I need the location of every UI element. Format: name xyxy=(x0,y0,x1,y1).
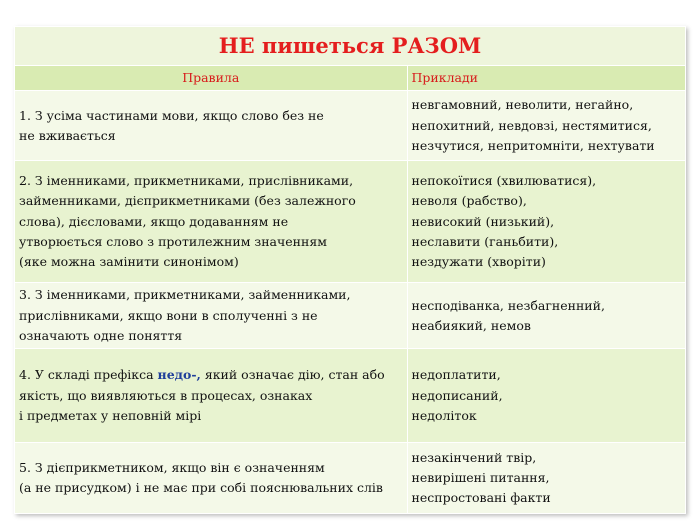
example-text: невгамовний, неволити, негайно, xyxy=(411,97,634,113)
rules-table xyxy=(14,26,686,514)
rule-text: утворюється слово з протилежним значенням xyxy=(19,233,327,249)
rule-text-end: який означає дію, стан або xyxy=(200,367,385,383)
slide xyxy=(14,26,686,514)
rule-text: 5. З дієприкметником, якщо він є означенням xyxy=(19,459,325,475)
rule-cell xyxy=(15,283,408,349)
rule-text: (а не присудком) і не має при собі пояснювальних слів xyxy=(19,480,383,496)
table-row xyxy=(15,443,686,514)
example-text: нездужати (хворіти) xyxy=(411,254,546,270)
example-text: недоліток xyxy=(411,407,477,423)
example-text: невирішені питання, xyxy=(411,470,550,485)
examples-cell xyxy=(407,91,685,161)
example-text: неспростовані факти xyxy=(411,490,551,506)
example-text: непокоїтися (хвилюватися), xyxy=(411,173,597,189)
examples-cell xyxy=(407,283,685,349)
rule-text: 1. З усіма частинами мови, якщо слово без не xyxy=(19,107,324,123)
example-text: недописаний, xyxy=(411,387,503,403)
rule-text: якість, що виявляються в процесах, ознаках xyxy=(19,387,313,403)
example-text: незакінчений твір, xyxy=(411,449,537,465)
rule-text: займенниками, дієприкметниками (без залежного xyxy=(19,193,356,209)
rule-text-start: 4. У складі префікса xyxy=(19,367,158,383)
rule-text: слова), дієсловами, якщо додаванням не xyxy=(19,213,289,229)
rule-text: (яке можна замінити синонімом) xyxy=(19,254,239,270)
rule-text: 2. З іменниками, прикметниками, прислівниками, xyxy=(19,173,354,189)
table-row xyxy=(15,91,686,161)
table-title: НЕ пишеться РАЗОМ xyxy=(15,27,686,66)
rule-text xyxy=(19,365,403,385)
prefix-highlight: недо-, xyxy=(157,367,201,383)
example-text: неабиякий, немов xyxy=(411,317,531,333)
rule-text: 3. З іменниками, прикметниками, займенниками, xyxy=(19,287,351,303)
examples-cell xyxy=(407,349,685,443)
rule-text: і предметах у неповній мірі xyxy=(19,407,202,423)
example-text: несподіванка, незбагненний, xyxy=(411,297,605,313)
example-text: недоплатити, xyxy=(411,367,501,383)
header-rules: Правила xyxy=(15,66,408,91)
header-examples: Приклади xyxy=(407,66,685,91)
rule-text: прислівниками, якщо вони в сполученні з не xyxy=(19,307,318,323)
example-text: неволя (рабство), xyxy=(411,193,527,209)
table-row xyxy=(15,349,686,443)
examples-cell xyxy=(407,161,685,283)
rule-text: не вживається xyxy=(19,127,116,143)
rule-cell xyxy=(15,161,408,283)
example-text: непохитний, невдовзі, нестямитися, xyxy=(411,117,652,133)
rule-cell xyxy=(15,443,408,514)
examples-cell xyxy=(407,443,685,514)
rule-text: означають одне поняття xyxy=(19,327,183,343)
rule-cell xyxy=(15,91,408,161)
table-row xyxy=(15,161,686,283)
table-row xyxy=(15,283,686,349)
example-text: незчутися, непритомніти, нехтувати xyxy=(411,137,655,153)
example-text: невисокий (низький), xyxy=(411,213,555,229)
rule-cell xyxy=(15,349,408,443)
example-text: неславити (ганьбити), xyxy=(411,233,559,249)
